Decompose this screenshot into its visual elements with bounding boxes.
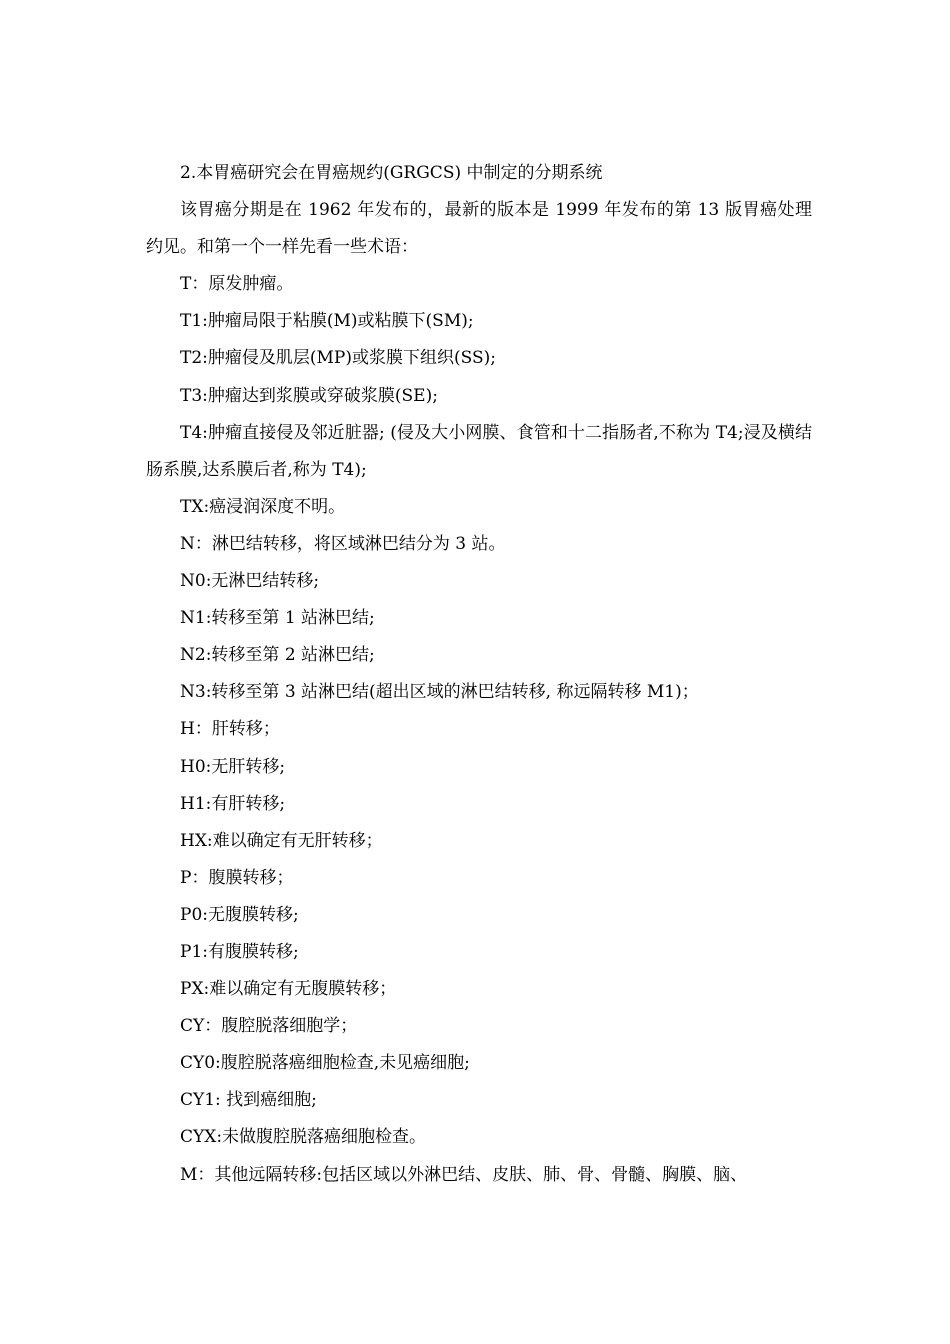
section-heading: 2.本胃癌研究会在胃癌规约(GRGCS) 中制定的分期系统 — [180, 163, 603, 183]
term-n2: N2:转移至第 2 站淋巴结; — [180, 645, 375, 666]
term-cy: CY：腹腔脱落细胞学； — [180, 1016, 358, 1037]
term-m: M：其他远隔转移:包括区域以外淋巴结、皮肤、肺、骨、骨髓、胸膜、脑、 — [180, 1164, 748, 1185]
term-p: P：腹膜转移； — [180, 867, 294, 888]
term-t: T：原发肿瘤。 — [180, 274, 294, 295]
term-hx: HX:难以确定有无肝转移； — [180, 830, 383, 851]
paragraph-intro: 该胃癌分期是在 1962 年发布的，最新的版本是 1999 年发布的第 13 版胃癌处理约见。和第一个一样先看一些术语： — [146, 200, 812, 258]
document-body — [146, 155, 812, 1194]
term-px: PX:难以确定有无腹膜转移； — [180, 979, 397, 1000]
term-t3: T3:肿瘤达到浆膜或穿破浆膜(SE); — [180, 385, 438, 406]
term-n3: N3:转移至第 3 站淋巴结(超出区域的淋巴结转移, 称远隔转移 M1)； — [180, 682, 699, 703]
term-n1: N1:转移至第 1 站淋巴结; — [180, 608, 375, 629]
term-tx: TX:癌浸润深度不明。 — [180, 496, 346, 517]
term-t1: T1:肿瘤局限于粘膜(M)或粘膜下(SM); — [180, 311, 474, 332]
term-p1: P1:有腹膜转移; — [180, 941, 299, 962]
term-h1: H1:有肝转移; — [180, 793, 286, 814]
term-h: H：肝转移； — [180, 719, 280, 740]
term-cyx: CYX:未做腹腔脱落癌细胞检查。 — [180, 1127, 427, 1148]
term-n0: N0:无淋巴结转移; — [180, 571, 320, 592]
term-t4: T4:肿瘤直接侵及邻近脏器; (侵及大小网膜、食管和十二指肠者,不称为 T4;浸及横结肠系膜,达系膜后者,称为 T4); — [146, 422, 812, 480]
term-t2: T2:肿瘤侵及肌层(MP)或浆膜下组织(SS); — [180, 348, 496, 369]
term-cy0: CY0:腹腔脱落癌细胞检查,未见癌细胞; — [180, 1053, 470, 1074]
term-p0: P0:无腹膜转移; — [180, 904, 299, 925]
term-n: N：淋巴结转移，将区域淋巴结分为 3 站。 — [180, 533, 506, 554]
term-h0: H0:无肝转移; — [180, 756, 286, 777]
term-cy1: CY1: 找到癌细胞; — [180, 1090, 317, 1111]
